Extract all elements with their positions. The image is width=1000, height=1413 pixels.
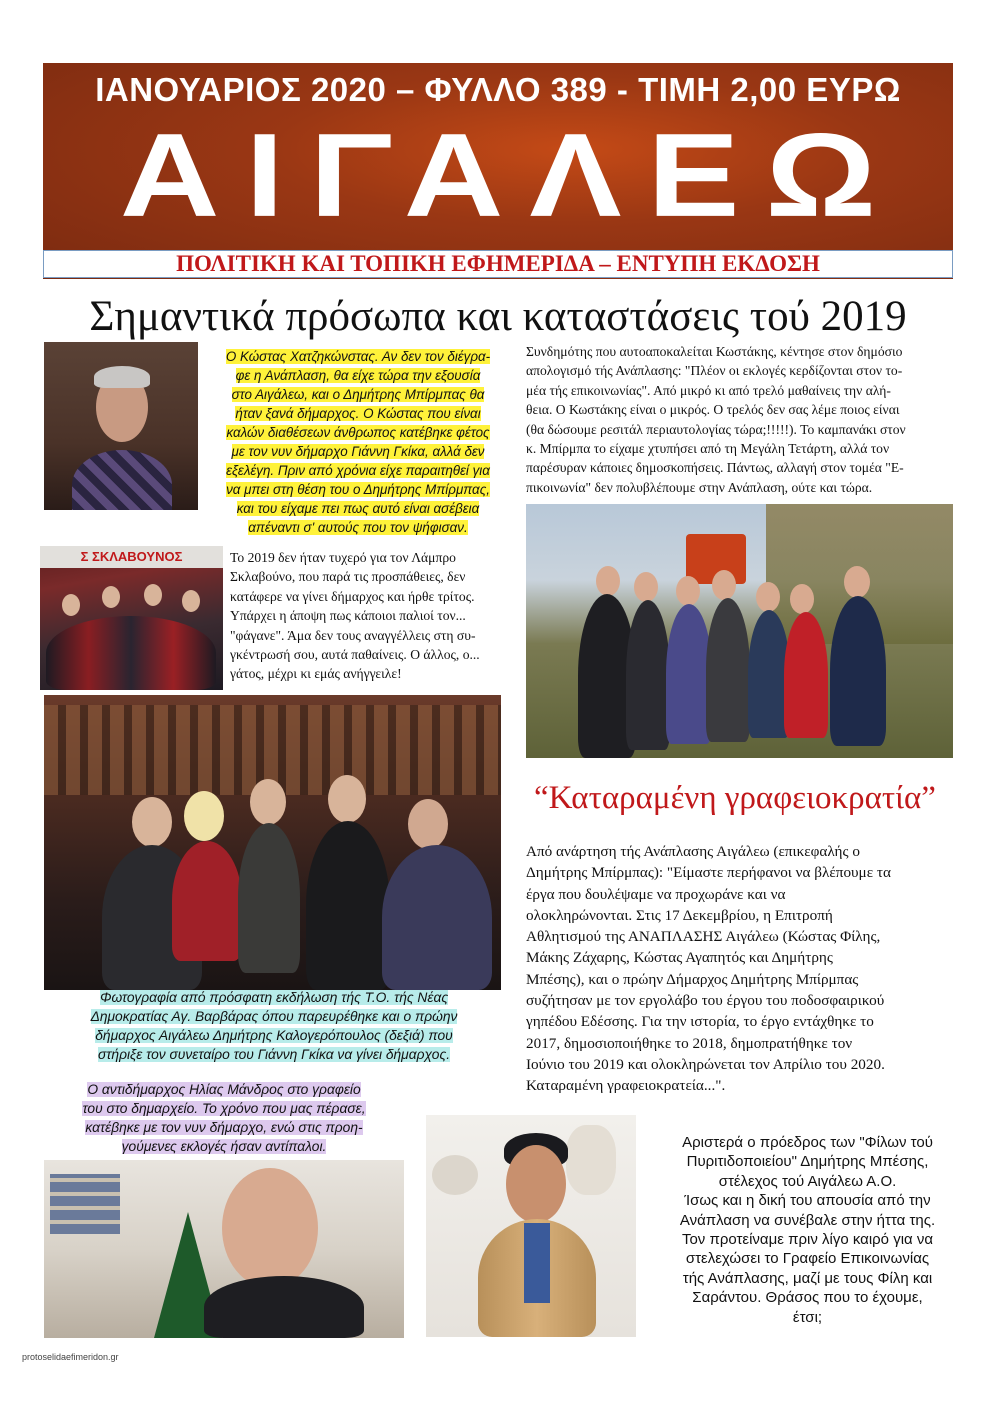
source-watermark: protoselidaefimeridon.gr	[22, 1352, 119, 1362]
background-object	[432, 1155, 478, 1195]
text-line: Ίσως και η δική του απουσία από την	[684, 1192, 931, 1210]
text-line: μέα τής επικοινωνίας". Από μικρό κι από τρελό μαθαίνεις την αλή-	[526, 382, 891, 398]
person-body	[238, 823, 300, 973]
person-body	[172, 841, 242, 961]
event-banner: Σ ΣΚΛΑΒΟΥΝΟΣ	[40, 546, 223, 568]
text-line: απολογισμό τής Ανάπλασης: "Πλέον οι εκλογές κερδίζονται στον το-	[526, 363, 903, 379]
person-head	[250, 779, 286, 825]
person-body	[830, 596, 886, 746]
text-line: γούμενες εκλογές ήσαν αντίπαλοι.	[121, 1139, 327, 1154]
person-head	[506, 1145, 566, 1223]
text-line: και του είχαμε πει πως αυτό είναι ασέβεια	[236, 501, 480, 516]
person-head	[676, 576, 700, 606]
text-line: "φάγανε". Άμα δεν τους αναγγέλλεις στη συ-	[230, 627, 476, 643]
text-line: Υπάρχει η άποψη πως κάποιοι παλιοί τον...	[230, 608, 466, 624]
text-line: απέναντι σ' αυτούς που τον ψήφισαν.	[248, 520, 468, 535]
text-line: Από ανάρτηση τής Ανάπλασης Αιγάλεω (επικεφαλής ο	[526, 843, 860, 860]
text-line: γάτος, μέχρι κι εμάς ανήγγειλε!	[230, 666, 402, 682]
text-line: Ανάπλαση να συνέβαλε στην ήττα της.	[679, 1211, 936, 1229]
text-line: Ο Κώστας Χατζηκώνστας. Αν δεν τον διέγρα-	[225, 349, 491, 364]
person-head	[222, 1168, 318, 1288]
text-line: Καταραμένη γραφειοκρατεία...".	[526, 1077, 726, 1095]
masthead	[43, 63, 953, 279]
text-line: του στο δημαρχείο. Το χρόνο που μας πέρασε,	[82, 1101, 366, 1116]
wall-board	[50, 1174, 120, 1234]
text-line: ήταν ξανά δήμαρχος. Ο Κώστας που είναι	[235, 406, 481, 421]
text-line: δήμαρχος Αιγάλεω Δημήτρης Καλογερόπουλος (δεξιά) που	[95, 1028, 453, 1043]
person-head	[182, 590, 200, 612]
text-line: καλών διαθέσεων άνθρωπος κατέβηκε φέτος	[226, 425, 490, 440]
text-line: παρέσυραν κάποιες δημοσκοπήσεις. Πάντως, αλλαγή στον τομέα "Ε-	[526, 460, 904, 476]
photo-chatzikonstas	[44, 342, 198, 510]
article-chatzikonstas	[204, 347, 512, 537]
text-line: (θα δώσουμε ρεσιτάλ περιαυτολογίας τώρα;!!!!!). Το καμπανάκι στον	[526, 421, 906, 437]
text-line: γηπέδου Εδέσσης. Για την ιστορία, το έργο εντάχθηκε το	[526, 1013, 874, 1031]
article-besis	[640, 1133, 975, 1327]
person-head	[144, 584, 162, 606]
text-line: εξελέγη. Πριν από χρόνια είχε παραιτηθεί για	[226, 463, 490, 478]
text-line: Το 2019 δεν ήταν τυχερό για τον Λάμπρο	[230, 550, 456, 565]
article-bureaucracy	[526, 841, 976, 1097]
text-line: Σαράντου. Θράσος που το έχουμε,	[692, 1289, 923, 1307]
person-body	[382, 845, 492, 990]
photo-nd-event	[44, 695, 501, 990]
text-line: Πυριτιδοποιείου" Δημήτρης Μπέσης,	[686, 1153, 929, 1171]
text-line: Δημήτρης Μπίρμπας): "Είμαστε περήφανοι να βλέπουμε τα	[526, 864, 891, 882]
article-nd-event	[44, 988, 504, 1064]
shirt	[524, 1223, 550, 1303]
text-line: γκέντρωσή σου, αυτά παθαίνεις. Ο άλλος, ο...	[230, 647, 480, 663]
hair	[94, 366, 150, 388]
text-line: στελεχώσει το Γραφείο Επικοινωνίας	[685, 1250, 930, 1268]
person-head	[62, 594, 80, 616]
person-head	[184, 791, 224, 841]
photo-sklavounos-event	[40, 546, 223, 690]
newspaper-subtitle: ΠΟΛΙΤΙΚΗ ΚΑΙ ΤΟΠΙΚΗ ΕΦΗΜΕΡΙΔΑ – ΕΝΤΥΠΗ ΕΚΔΟΣΗ	[176, 251, 820, 276]
text-line: κατέβηκε με τον νυν δήμαρχο, ενώ στις προη-	[85, 1120, 363, 1135]
text-line: στέλεχος τού Αιγάλεω Α.Ο.	[718, 1172, 897, 1190]
person-body	[626, 600, 670, 750]
text-line: στήριξε τον συνεταίρο του Γιάννη Γκίκα να γίνει δήμαρχος.	[97, 1047, 451, 1062]
text-line: Τον προτείναμε πριν λίγο καιρό για να	[681, 1231, 934, 1249]
subtitle-bar	[43, 250, 953, 278]
text-line: Συνδημότης που αυτοαποκαλείται Κωστάκης, κέντησε στον δημόσιο	[526, 344, 903, 359]
text-line: θεια. Ο Κωστάκης είναι ο μικρός. Ο τρελός δεν σας λέμε ποιος είναι	[526, 402, 900, 418]
text-line: Αθλητισμού της ΑΝΑΠΛΑΣΗΣ Αιγάλεω (Κώστας Φίλης,	[526, 928, 881, 946]
text-line: έτσι;	[792, 1308, 823, 1326]
person-head	[596, 566, 620, 596]
photo-besis	[426, 1115, 636, 1337]
person-head	[132, 797, 172, 847]
text-line: να μπει στη θέση του ο Δημήτρης Μπίρμπας,	[226, 482, 490, 497]
person-head	[844, 566, 870, 598]
person-silhouette	[72, 450, 172, 510]
text-line: Μάκης Ζάχαρης, Κώστας Αγαπητός και Δημήτρης	[526, 949, 833, 967]
text-line: ολοκληρώνονται. Στις 17 Δεκεμβρίου, η Επιτροπή	[526, 906, 833, 924]
person-body	[204, 1276, 364, 1338]
text-line: με τον νυν δήμαρχο Γιάννη Γκίκα, αλλά δεν	[231, 444, 485, 459]
person-head	[328, 775, 366, 823]
text-line: έργα που δουλέψαμε να προχωράνε και να	[526, 885, 786, 903]
text-line: κατάφερε να γίνει δήμαρχος και ήρθε τρίτος.	[230, 588, 475, 604]
person-head	[790, 584, 814, 614]
person-head	[102, 586, 120, 608]
text-line: στο Αιγάλεω, και ο Δημήτρης Μπίρμπας θα	[231, 387, 485, 402]
article-sklavounos	[230, 548, 512, 684]
person-head	[712, 570, 736, 600]
text-line: Αριστερά ο πρόεδρος των "Φίλων τού	[682, 1134, 933, 1151]
person-body	[706, 598, 750, 742]
article-communication	[526, 342, 966, 497]
text-line: τής Ανάπλασης, μαζί με τους Φίλη και	[682, 1269, 933, 1287]
text-line: 2017, δημοσιοποιήθηκε το 2018, δημοπρατήθηκε τον	[526, 1034, 853, 1052]
person-head	[634, 572, 658, 602]
text-line: Ο αντιδήμαρχος Ηλίας Μάνδρος στο γραφείο	[87, 1082, 361, 1097]
text-line: φε η Ανάπλαση, θα είχε τώρα την εξουσία	[235, 368, 481, 383]
person-body	[306, 821, 390, 990]
main-headline: Σημαντικά πρόσωπα και καταστάσεις τού 2019	[89, 293, 907, 340]
crowd-silhouette	[46, 616, 216, 690]
person-head	[408, 799, 448, 849]
background-object	[566, 1125, 616, 1195]
text-line: συζήτησαν με τον εργολάβο του έργου του ποδοσφαιρικού	[526, 992, 885, 1010]
text-line: Δημοκρατίας Αγ. Βαρβάρας όπου παρευρέθηκε και ο πρώην	[90, 1009, 458, 1024]
text-line: Σκλαβούνο, που παρά τις προσπάθειες, δεν	[230, 569, 466, 585]
article-mandros	[44, 1080, 404, 1156]
photo-mandros-office	[44, 1160, 404, 1338]
bureaucracy-headline: “Καταραμένη γραφειοκρατία”	[534, 780, 936, 816]
text-line: Ιούνιο του 2019 και ολοκληρώνεται τον Απρίλιο του 2020.	[526, 1055, 885, 1073]
text-line: πικοινωνία" δεν πολυβλέπουμε στην Ανάπλαση, ούτε και τώρα.	[526, 479, 873, 495]
text-line: κ. Μπίρμπα το είχαμε χτυπήσει από τη Μεγάλη Τετάρτη, αλλά τον	[526, 441, 890, 457]
photo-stadium-meeting	[526, 504, 953, 758]
person-head	[756, 582, 780, 612]
text-line: Φωτογραφία από πρόσφατη εκδήλωση τής Τ.Ο. τής Νέας	[99, 990, 449, 1005]
person-body	[784, 612, 828, 738]
newspaper-title: ΑΙΓΑΛΕΩ	[119, 109, 903, 242]
text-line: Μπέσης), και ο πρώην Δήμαρχος Δημήτρης Μπίρμπας	[526, 970, 859, 988]
issue-line: ΙΑΝΟΥΑΡΙΟΣ 2020 – ΦΥΛΛΟ 389 - ΤΙΜΗ 2,00 ΕΥΡΩ	[95, 71, 901, 108]
